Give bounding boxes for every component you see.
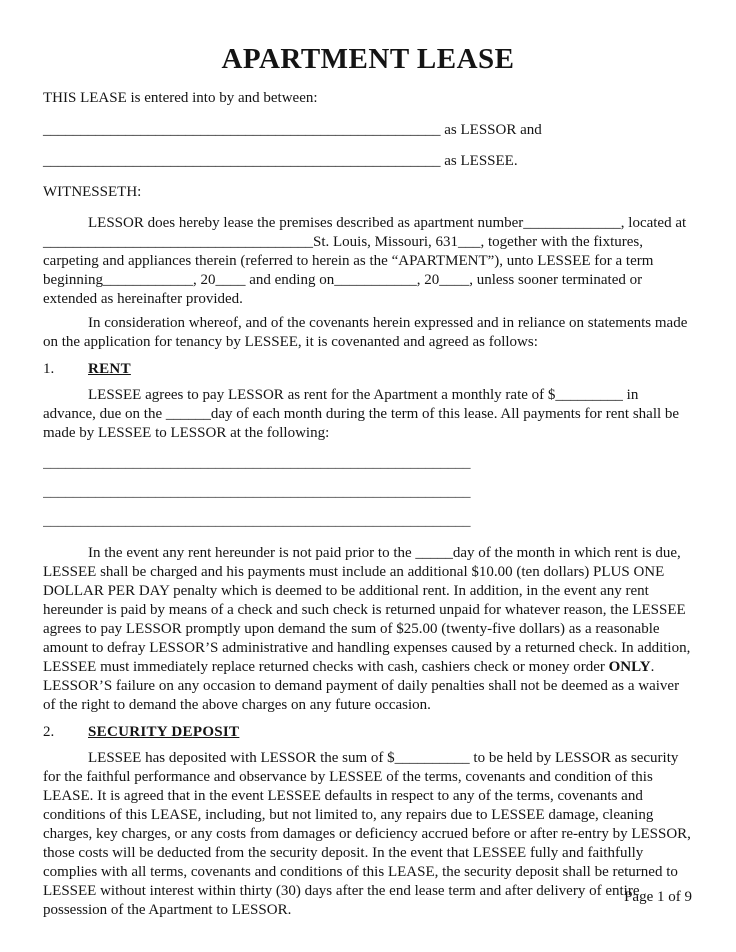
premises-paragraph: LESSOR does hereby lease the premises described as apartment number_____________, located at ____________________________________St. Louis, Missouri, 631___, together with the fixtures, carpeting and appliances therein (referred to herein as the “APARTMENT”), unto LESSEE for a term beginning____________, 20____ and ending on___________, 20____, unless sooner terminated or extended as hereinafter provided. xyxy=(43,215,687,307)
page-number: Page 1 of 9 xyxy=(624,889,692,905)
security-deposit-paragraph: LESSEE has deposited with LESSOR the sum of $__________ to be held by LESSOR as security for the faithful performance and observance by LESSEE of the terms, covenants and condition of this LEASE. It is agreed that in the event LESSEE defaults in respect to any of the terms, covenants and conditions of this LEASE, including, but not limited to, any repairs due to LESSEE damage, cleaning charges, key charges, or any costs from damages or deficiency accrued before or after re-entry by LESSOR, those costs will be deducted from the security deposit. In the event that LESSEE fully and faithfully complies with all terms, covenants and conditions of this LEASE, the security deposit shall be returned to LESSEE without interest within thirty (30) days after the end lease term and after delivery of entire possession of the Apartment to LESSOR. xyxy=(43,750,691,918)
section-number: 1. xyxy=(43,361,55,377)
section-title-rent: RENT xyxy=(88,361,131,377)
payment-address-blank-line: _________________________________________________________ xyxy=(43,455,471,471)
opening-line: THIS LEASE is entered into by and between: xyxy=(43,90,318,106)
late-fee-text-post: . LESSOR’S failure on any occasion to demand payment of daily penalties shall not be deemed as a waiver of the right to demand the above charges on any future occasion. xyxy=(43,659,680,713)
section-title-security-deposit: SECURITY DEPOSIT xyxy=(88,724,240,740)
rent-terms-paragraph: LESSEE agrees to pay LESSOR as rent for the Apartment a monthly rate of $_________ in advance, due on the ______day of each month during the term of this lease. All payments for rent shall be made by LESSEE to LESSOR at the following: xyxy=(43,387,680,441)
consideration-paragraph: In consideration whereof, and of the covenants herein expressed and in reliance on statements made on the application for tenancy by LESSEE, it is covenanted and agreed as follows: xyxy=(43,315,688,350)
late-fee-paragraph xyxy=(43,544,693,715)
late-fee-text-pre: In the event any rent hereunder is not paid prior to the _____day of the month in which rent is due, LESSEE shall be charged and his payments must include an additional $10.00 (ten dollars) PLUS ONE DOLLAR PER DAY penalty which is deemed to be additional rent. In addition, in the event any rent hereunder is paid by means of a check and such check is returned unpaid for whatever reason, the LESSEE agrees to pay LESSOR promptly upon demand the sum of $25.00 (twenty-five dollars) as a reasonable amount to defray LESSOR’S administrative and handling expenses caused by a returned check. In addition, LESSEE must immediately replace returned checks with cash, cashiers check or money order xyxy=(43,545,691,675)
lessor-line xyxy=(43,121,693,140)
payment-address-block xyxy=(43,449,693,536)
page-title: APARTMENT LEASE xyxy=(221,43,515,75)
lessor-label: as LESSOR and xyxy=(440,122,542,138)
lessee-name-blank: _____________________________________________________ xyxy=(43,153,441,169)
lessee-label: as LESSEE. xyxy=(440,153,518,169)
witnesseth-heading: WITNESSETH: xyxy=(43,184,142,200)
section-number: 2. xyxy=(43,724,55,740)
lessee-line xyxy=(43,152,693,171)
payment-address-blank-line: _________________________________________________________ xyxy=(43,484,471,500)
payment-address-blank-line: _________________________________________________________ xyxy=(43,513,471,529)
lessor-name-blank: _____________________________________________________ xyxy=(43,122,441,138)
section-heading-rent xyxy=(43,360,693,379)
late-fee-only-emphasis: ONLY xyxy=(608,659,651,675)
section-heading-security-deposit xyxy=(43,723,693,742)
